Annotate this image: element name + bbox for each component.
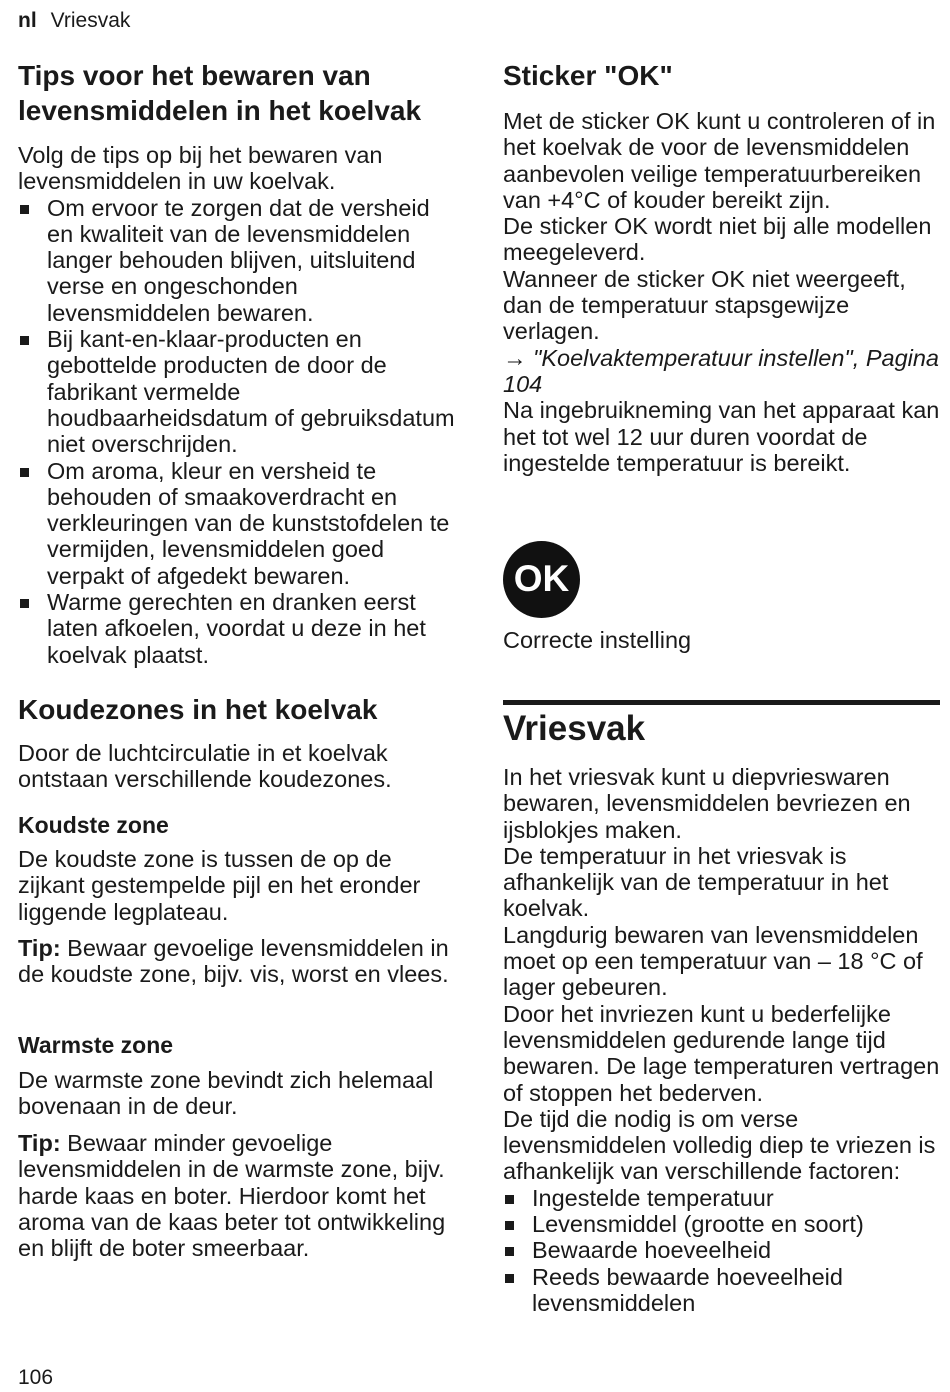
warmest-zone-heading: Warmste zone (18, 1032, 174, 1058)
freezer-factors-list (503, 1185, 940, 1316)
cross-reference-link[interactable] (503, 345, 940, 398)
zones-heading: Koudezones in het koelvak (18, 694, 378, 725)
sticker-section (503, 58, 940, 93)
freezer-paragraph: De tijd die nodig is om verse levensmiddelen volledig diep te vriezen is afhankelijk van verschillende factoren: (503, 1105, 936, 1185)
warmest-zone-tip (18, 1130, 458, 1261)
coldest-zone-text: De koudste zone is tussen de op de zijkant gestempelde pijl en het eronder liggende legplateau. (18, 846, 421, 925)
warmest-zone-body (18, 1067, 458, 1120)
warmest-zone (18, 1031, 458, 1059)
zones-section (18, 692, 458, 727)
freezer-paragraph: Door het invriezen kunt u bederfelijke levensmiddelen gedurende lange tijd bewaren. De lage temperaturen vertragen of stoppen het bederven. (503, 1000, 940, 1106)
sticker-paragraph: Wanneer de sticker OK niet weergeeft, dan de temperatuur stapsgewijze verlagen. (503, 265, 906, 345)
coldest-zone (18, 811, 458, 839)
tips-section (18, 58, 458, 128)
freezer-heading: Vriesvak (503, 709, 646, 748)
tip-text: Bewaar gevoelige levensmiddelen in de koudste zone, bijv. vis, worst en vlees. (18, 935, 449, 988)
list-item: Om aroma, kleur en versheid te behouden of smaakoverdracht en verkleuringen van de kunststofdelen te vermijden, levensmiddelen goed verpakt of afgedekt bewaren. (18, 458, 458, 589)
list-item: Bewaarde hoeveelheid (503, 1237, 940, 1263)
list-item: Ingestelde temperatuur (503, 1185, 940, 1211)
zones-intro-block (18, 740, 458, 793)
cross-reference-text: "Koelvaktemperatuur instellen", Pagina 104 (503, 344, 940, 397)
list-item: Reeds bewaarde hoeveelheid levensmiddelen (503, 1264, 940, 1317)
warmest-zone-text: De warmste zone bevindt zich helemaal bovenaan in de deur. (18, 1067, 434, 1120)
ok-sticker-label: OK (513, 558, 570, 599)
freezer-paragraph: Langdurig bewaren van levensmiddelen moet op een temperatuur van – 18 °C of lager gebeuren. (503, 921, 923, 1001)
tips-list (18, 195, 458, 668)
section-divider (503, 700, 940, 705)
sticker-heading: Sticker "OK" (503, 60, 673, 91)
sticker-paragraph: Na ingebruikneming van het apparaat kan het tot wel 12 uur duren voordat de ingestelde temperatuur is bereikt. (503, 397, 940, 476)
ok-caption: Correcte instelling (503, 627, 692, 653)
coldest-zone-body (18, 846, 458, 925)
freezer-section (503, 708, 940, 750)
arrow-right-icon: → (503, 344, 527, 371)
tip-label: Tip: (18, 935, 61, 961)
ok-caption-block (503, 627, 940, 653)
sticker-paragraph: De sticker OK wordt niet bij alle modellen meegeleverd. (503, 213, 932, 266)
tip-label: Tip: (18, 1130, 61, 1156)
freezer-paragraph: In het vriesvak kunt u diepvrieswaren bewaren, levensmiddelen bevriezen en ijsblokjes maken. (503, 764, 911, 843)
sticker-paragraph: Met de sticker OK kunt u controleren of in het koelvak de voor de levensmiddelen aanbevolen veilige temperatuurbereiken van +4°C of kouder bereikt zijn. (503, 108, 936, 213)
coldest-zone-tip (18, 935, 458, 988)
ok-sticker-icon (503, 541, 580, 618)
running-header (18, 9, 130, 33)
page-number: 106 (18, 1366, 54, 1389)
list-item: Warme gerechten en dranken eerst laten afkoelen, voordat u deze in het koelvak plaatst. (18, 589, 458, 668)
header-section-title: Vriesvak (50, 9, 131, 32)
list-item: Levensmiddel (grootte en soort) (503, 1211, 940, 1237)
freezer-body (503, 764, 940, 1316)
tip-paragraph (18, 935, 458, 988)
tips-body (18, 142, 458, 668)
freezer-paragraph: De temperatuur in het vriesvak is afhankelijk van de temperatuur in het koelvak. (503, 842, 889, 922)
zones-intro: Door de luchtcirculatie in et koelvak ontstaan verschillende koudezones. (18, 740, 392, 793)
tips-intro: Volg de tips op bij het bewaren van levensmiddelen in uw koelvak. (18, 142, 383, 195)
sticker-body (503, 108, 940, 476)
language-code: nl (18, 9, 37, 32)
tip-text: Bewaar minder gevoelige levensmiddelen in de warmste zone, bijv. harde kaas en boter. Hierdoor komt het aroma van de kaas beter tot ontwikkeling en blijft de boter smeerbaar. (18, 1130, 446, 1262)
coldest-zone-heading: Koudste zone (18, 812, 169, 838)
list-item: Bij kant-en-klaar-producten en gebottelde producten de door de fabrikant vermelde houdbaarheidsdatum of gebruiksdatum niet overschrijden. (18, 326, 458, 457)
tips-heading: Tips voor het bewaren van levensmiddelen in het koelvak (18, 60, 422, 126)
tip-paragraph (18, 1130, 458, 1261)
list-item: Om ervoor te zorgen dat de versheid en kwaliteit van de levensmiddelen langer behouden blijven, uitsluitend verse en ongeschonden levensmiddelen bewaren. (18, 195, 458, 326)
